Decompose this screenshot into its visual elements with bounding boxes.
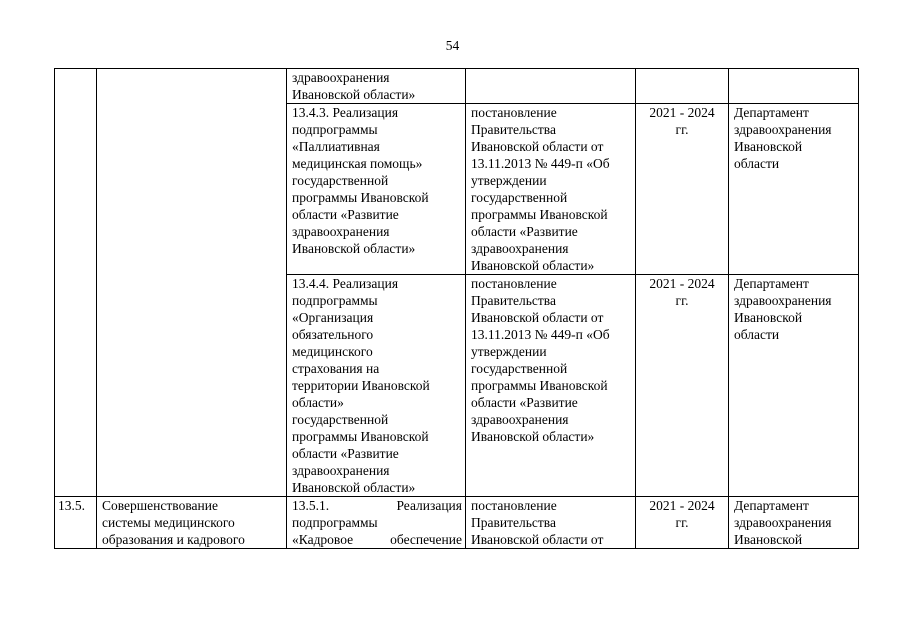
- text-line: области»: [292, 395, 344, 410]
- table-cell-executor: [729, 275, 859, 497]
- text-line: Ивановской области от: [471, 310, 604, 325]
- text-line: подпрограммы: [292, 293, 378, 308]
- text-line: «Организация: [292, 310, 374, 325]
- text-fragment: обеспечение: [390, 532, 462, 547]
- table-cell-document: [466, 104, 636, 275]
- text-line: 2021 - 2024: [649, 276, 715, 291]
- table-cell-document: [466, 275, 636, 497]
- text-line: Ивановской области»: [292, 480, 416, 495]
- text-line: Правительства: [471, 293, 556, 308]
- text-line: обязательного: [292, 327, 374, 342]
- text-line: государственной: [292, 173, 389, 188]
- table-cell-measure: [287, 69, 466, 104]
- text-line: утверждении: [471, 344, 547, 359]
- table-cell-period: [636, 275, 729, 497]
- text-line: здравоохранения: [734, 515, 832, 530]
- table-cell-measure: [287, 275, 466, 497]
- text-line: гг.: [675, 122, 689, 137]
- text-line: программы Ивановской: [292, 429, 429, 444]
- text-line: Департамент: [734, 105, 809, 120]
- text-line: области «Развитие: [292, 207, 399, 222]
- text-line: системы медицинского: [102, 515, 235, 530]
- text-fragment: «Кадровое: [292, 532, 354, 547]
- text-line: [292, 531, 462, 548]
- measures-table: [54, 68, 859, 549]
- table-cell-task: [97, 497, 287, 549]
- table-row: [55, 69, 859, 104]
- table-cell-period: [636, 69, 729, 104]
- page-number: 54: [445, 38, 460, 53]
- text-line: 2021 - 2024: [649, 105, 715, 120]
- text-line: здравоохранения: [471, 412, 569, 427]
- text-line: медицинского: [292, 344, 373, 359]
- text-line: 13.4.4. Реализация: [292, 276, 399, 291]
- text-line: программы Ивановской: [292, 190, 429, 205]
- text-line: Департамент: [734, 276, 809, 291]
- text-line: «Паллиативная: [292, 139, 380, 154]
- text-line: программы Ивановской: [471, 207, 608, 222]
- text-line: государственной: [471, 190, 568, 205]
- text-line: 13.4.3. Реализация: [292, 105, 399, 120]
- row-number: 13.5.: [58, 498, 85, 513]
- text-line: здравоохранения: [734, 293, 832, 308]
- text-line: здравоохранения: [471, 241, 569, 256]
- text-line: программы Ивановской: [471, 378, 608, 393]
- text-line: постановление: [471, 276, 557, 291]
- text-line: [292, 497, 462, 514]
- text-line: постановление: [471, 498, 557, 513]
- table-cell-document: [466, 497, 636, 549]
- text-line: Ивановской области от: [471, 139, 604, 154]
- text-line: территории Ивановской: [292, 378, 430, 393]
- text-line: медицинская помощь»: [292, 156, 423, 171]
- text-line: образования и кадрового: [102, 532, 245, 547]
- table-cell-task: [97, 69, 287, 497]
- text-line: области: [734, 327, 780, 342]
- text-line: государственной: [292, 412, 389, 427]
- table-cell-executor: [729, 497, 859, 549]
- text-line: области «Развитие: [471, 224, 578, 239]
- text-line: Департамент: [734, 498, 809, 513]
- text-line: гг.: [675, 515, 689, 530]
- text-line: гг.: [675, 293, 689, 308]
- text-line: Ивановской области»: [471, 429, 595, 444]
- table-cell-executor: [729, 69, 859, 104]
- text-line: Ивановской: [734, 532, 803, 547]
- text-line: 13.11.2013 № 449-п «Об: [471, 156, 610, 171]
- text-line: Правительства: [471, 122, 556, 137]
- text-fragment: Реализация: [396, 498, 462, 513]
- text-line: страхования на: [292, 361, 380, 376]
- table-cell-executor: [729, 104, 859, 275]
- text-line: здравоохранения: [292, 224, 390, 239]
- text-line: Ивановской: [734, 310, 803, 325]
- table-cell-document: [466, 69, 636, 104]
- table-cell-measure: [287, 104, 466, 275]
- text-line: государственной: [471, 361, 568, 376]
- table-cell-number: [55, 497, 97, 549]
- text-line: Совершенствование: [102, 498, 218, 513]
- text-line: области: [734, 156, 780, 171]
- text-line: Ивановской области»: [292, 87, 416, 102]
- table-cell-number: [55, 69, 97, 497]
- table-cell-period: [636, 104, 729, 275]
- text-line: Правительства: [471, 515, 556, 530]
- text-line: 2021 - 2024: [649, 498, 715, 513]
- text-line: постановление: [471, 105, 557, 120]
- text-line: здравоохранения: [292, 70, 390, 85]
- text-line: Ивановской: [734, 139, 803, 154]
- text-line: подпрограммы: [292, 122, 378, 137]
- text-fragment: 13.5.1.: [292, 498, 330, 513]
- text-line: Ивановской области от: [471, 532, 604, 547]
- text-line: утверждении: [471, 173, 547, 188]
- text-line: области «Развитие: [471, 395, 578, 410]
- table-cell-measure: [287, 497, 466, 549]
- text-line: Ивановской области»: [471, 258, 595, 273]
- text-line: здравоохранения: [734, 122, 832, 137]
- text-line: области «Развитие: [292, 446, 399, 461]
- text-line: Ивановской области»: [292, 241, 416, 256]
- text-line: здравоохранения: [292, 463, 390, 478]
- text-line: 13.11.2013 № 449-п «Об: [471, 327, 610, 342]
- table-row: [55, 497, 859, 549]
- table-cell-period: [636, 497, 729, 549]
- text-line: подпрограммы: [292, 515, 378, 530]
